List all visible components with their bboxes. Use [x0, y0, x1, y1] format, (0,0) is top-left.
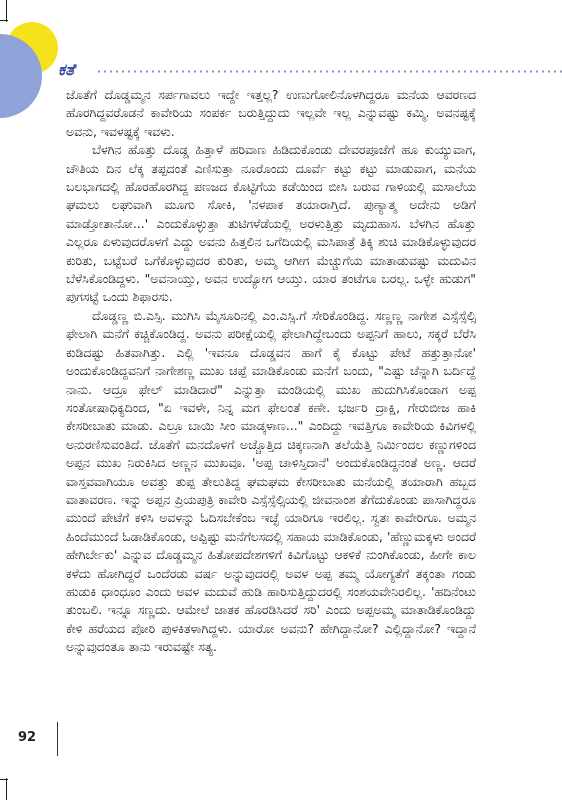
article-body — [66, 86, 476, 657]
crop-mark-top-vertical — [6, 0, 7, 22]
paragraph-2: ಬೆಳಗಿನ ಹೊತ್ತು ದೊಡ್ಡ ಹಿತ್ತಾಳೆ ಹರಿವಾಣ ಹಿಡಿದುಕೊಂಡು ದೇವರಪೂಜೆಗೆ ಹೂ ಕುಯ್ಯುವಾಗ, ಚೌತಿಯ ದಿನ ಲೆಕ್ಕ ತಪ್ಪದಂತೆ ಎಣಿಸುತ್ತಾ ನೂರೊಂದು ದೂರ್ವೆ ಕಟ್ಟು ಕಟ್ಟು ಮಾಡುವಾಗ, ಮನೆಯ ಬಲಭಾಗದಲ್ಲಿ ಹೊರಹೊರಗಿದ್ದ ಪಣಜದ ಕೊಟ್ಟಿಗೆಯ ಕಡೆಯಿಂದ ಬೀಸಿ ಬರುವ ಗಾಳಿಯಲ್ಲಿ ಮಸಾಲೆಯ ಘಮಲು ಲಘುವಾಗಿ ಮೂಗು ಸೋಕಿ, 'ನಳಪಾಕ ತಯಾರಾಗ್ತಿದೆ. ಪುಣ್ಯಾತ್ಮ ಅದೇನು ಅಡಿಗೆ ಮಾಡ್ತೋತಾನೋ...' ಎಂದುಕೊಳ್ಳುತ್ತಾ ತುಟಿಗಳೆಡೆಯಲ್ಲಿ ಅರಳುತ್ತಿತ್ತು ಮೃದುಹಾಸ. ಬೆಳಗಿನ ಹೊತ್ತು ಎಲ್ಲರೂ ಏಳುವುದರೊಳಗೆ ಎದ್ದು ಅವನು ಹಿತ್ತಲಿನ ಒಗೆದಿಯಲ್ಲಿ ಮಸಿಪಾತ್ರೆ ತಿಕ್ಕಿ ಶುಚಿ ಮಾಡಿಕೊಳ್ಳುವುದರ ಕುರಿತು, ಬಟ್ಟೆಬರೆ ಒಗೆಕೊಳ್ಳುವುದರ ಕುರಿತು, ಅಮ್ಮ ಆಗೀಗ ಮೆಚ್ಚುಗೆಯ ಮಾತಾಡುವಷ್ಟು ಮದುವಿನ ಬೆಳೆಸಿಕೊಂಡಿದ್ದಳು. "ಅವನಾಯ್ತು, ಅವನ ಉದ್ಯೋಗ ಆಯ್ತು. ಯಾರ ತಂಟೆಗೂ ಬರಲ್ಲ. ಒಳ್ಳೇ ಹುಡುಗ" ಪುಗಸಟ್ಟೆ ಒಂದು ಶಿಫಾರಸು. — [66, 142, 476, 305]
crop-mark-top-horizontal — [0, 20, 8, 21]
paragraph-3: ದೊಡ್ಡಣ್ಣ ಬಿ.ಎಸ್ಸಿ. ಮುಗಿಸಿ ಮೈಸೂರಿನಲ್ಲಿ ಎಂ.ಎಸ್ಸಿ.ಗೆ ಸೇರಿಕೊಂಡಿದ್ದ. ಸಣ್ಣಣ್ಣ ನಾಗೇಶ ಎಸ್ಸೆಸ್ಸೆಲ್ಸಿ ಫೇಲಾಗಿ ಮನೆಗೆ ಕಚ್ಚಿಕೊಂಡಿದ್ದ. ಅವನು ಪರೀಕ್ಷೆಯಲ್ಲಿ ಫೇಲಾಗಿದ್ದೇಬಂದು ಅಪ್ಪನಿಗೆ ಹಾಲು, ಸಕ್ಕರೆ ಬೆರೆಸಿ ಕುಡಿದಷ್ಟು ಹಿತವಾಗಿತ್ತು. ಎಲ್ಲಿ 'ಇವನೂ ದೊಡ್ಡವನ ಹಾಗೆ ಕೈ ಕೊಟ್ಟು ಪೇಟೆ ಹತ್ತುತ್ತಾನೋ' ಅಂದುಕೊಂಡಿದ್ದವನಿಗೆ ನಾಗೇಶಣ್ಣ ಮುಖ ಚಪ್ಪೆ ಮಾಡಿಕೊಂಡು ಮನೆಗೆ ಬಂದು, "ಎಷ್ಟು ಚೆನ್ನಾಗಿ ಬರ್ದಿದ್ದೆ ನಾನು. ಆದ್ರೂ ಫೇಲ್ ಮಾಡಿದಾರೆ" ಎನ್ನುತ್ತಾ ಮಂಡಿಯಲ್ಲಿ ಮುಖ ಹುದುಗಿಸಿಕೊಂಡಾಗ ಅಪ್ಪ ಸಂತೋಷಾಧಿಕ್ಯದಿಂದ, "ಏ ಇವಳೇ, ನಿನ್ನ ಮಗ ಫೇಲಂತೆ ಕಣೇ. ಭರ್ಜರಿ ದ್ರಾಕ್ಷಿ, ಗೇರುಬೀಜ ಹಾಕಿ ಕೇಸರೀಬಾತು ಮಾಡು. ಎಲ್ರೂ ಬಾಯಿ ಸೀಂ ಮಾಡ್ಕಳಾಣ..." ಎಂದಿದ್ದು ಇವತ್ತಿಗೂ ಕಾವೇರಿಯ ಕಿವಿಗಳಲ್ಲಿ ಅನುರಣಿಸುವಂತಿದೆ. ಜೊತೆಗೆ ಮನದೊಳಗೆ ಅಚ್ಚೊತ್ತಿದ ಚಿಕ್ಕಣನಾಗಿ ತಲೆಯೆತ್ತಿ ನಿರ್ಮಿಂದಲ ಕಣ್ಣುಗಳಿಂದ ಅಪ್ಪನ ಮುಖ ನಿರುಕಿಸಿದ ಅಣ್ಣನ ಮುಖವೂ. 'ಅಪ್ಪ ಚಾಳಿಸ್ತಿದಾನೆ' ಅಂದುಕೊಂಡಿದ್ದನಂತೆ ಅಣ್ಣ. ಆದರೆ ವಾಸ್ತವವಾಗಿಯೂ ಅವತ್ತು ತುಪ್ಪ ತೇಲುತಿದ್ದ ಘಮಘಮ ಕೇಸರೀಬಾತು ಮನೆಯಲ್ಲಿ ತಯಾರಾಗಿ ಹಬ್ಬದ ವಾತಾವರಣ. ಇನ್ನು ಅಪ್ಪನ ಪ್ರಿಯಪುತ್ರಿ ಕಾವೇರಿ ಎಸ್ಸೆಸ್ಸೆಲ್ಸಿಯಲ್ಲಿ ಜೀವನಾಂಶ ತೆಗೆದುಕೊಂಡು ಪಾಸಾಗಿದ್ದರೂ ಮುಂದೆ ಪೇಟೆಗೆ ಕಳಿಸಿ ಅವಳನ್ನು ಓದಿಸಬೇಕೆಂಬ ಇಚ್ಛೆ ಯಾರಿಗೂ ಇರಲಿಲ್ಲ. ಸ್ವತಃ ಕಾವೇರಿಗೂ. ಅಮ್ಮನ ಹಿಂದೆಮುಂದೆ ಓಡಾಡಿಕೊಂಡು, ಅಪ್ಪಿಷ್ಟು ಮನೆಗೆಲಸದಲ್ಲಿ ಸಹಾಯ ಮಾಡಿಕೊಂಡು, 'ಹೆಣ್ಣುಮಕ್ಕಳು ಅಂದರೆ ಹೇಗಿರ್ಬೇಕು' ಎನ್ನುವ ದೊಡ್ಡಮ್ಮನ ಹಿತೋಪದೇಶಗಳಿಗೆ ಕಿವಿಗೊಟ್ಟು ಆಕಳಿಕೆ ನುಂಗಿಕೊಂಡು, ಹೀಗೇ ಕಾಲ ಕಳೆದು ಹೋಗಿದ್ದರೆ ಒಂದೆರಡು ವರ್ಷ ಅನ್ನುವುದರಲ್ಲಿ ಅವಳ ಅಪ್ಪ ತಮ್ಮ ಯೋಗ್ಯತೆಗೆ ತಕ್ಕಂತಾ ಗಂಡು ಹುಡುಕಿ ಧಾಂಧೂಂ ಎಂದು ಅವಳ ಮದುವೆ ಹುಡಿ ಹಾರಿಸುತ್ತಿದ್ದುದರಲ್ಲಿ ಸಂಶಯವೇನಿರಲಿಲ್ಲ. 'ಹದಿನೆಂಟು ತುಂಬಲಿ. ಇನ್ನೂ ಸಣ್ಣದು. ಆಮೇಲೆ ಜಾತಕ ಹೊರಡಿಸಿದರೆ ಸರಿ' ಎಂದು ಅಪ್ಪಅಮ್ಮ ಮಾತಾಡಿಕೊಂಡಿದ್ದು ಕೇಳಿ ಹರೆಯದ ಪೋರಿ ಪುಳಕಿತಳಾಗಿದ್ದಳು. ಯಾರೋ ಅವನು? ಹೇಗಿದ್ದಾನೋ? ಎಲ್ಲಿದ್ದಾನೋ? ಇದ್ದಾನೆ ಅನ್ನುವುದಂತೂ ತಾನು ಇರುವಷ್ಟೇ ಸತ್ಯ. — [66, 307, 476, 655]
section-label: ಕತೆ — [58, 60, 75, 79]
page-number: 92 — [18, 730, 37, 745]
dotted-rule — [96, 70, 562, 73]
crop-mark-bottom-vertical — [6, 778, 7, 800]
crop-mark-bottom-horizontal — [0, 779, 8, 780]
paragraph-1: ಜೊತೆಗೆ ದೊಡ್ಡಮ್ಮನ ಸರ್ಪಗಾವಲು ಇದ್ದೇ ಇತ್ತಲ್ಲ? ಉಣುಗೋಲಿನೊಳಗಿದ್ದರೂ ಮನೆಯ ಆವರಣದ ಹೊರಗಿದ್ದವರೊಡನೆ ಕಾವೇರಿಯ ಸಂಪರ್ಕ ಬರುತ್ತಿದ್ದುದು ಇಲ್ಲವೇ ಇಲ್ಲ ಎನ್ನುವಷ್ಟು ಕಮ್ಮಿ. ಅವನಷ್ಟಕ್ಕೆ ಅವನು, ಇವಳಷ್ಟಕ್ಕೆ ಇವಳು. — [66, 87, 476, 139]
page-number-rule — [57, 722, 58, 756]
